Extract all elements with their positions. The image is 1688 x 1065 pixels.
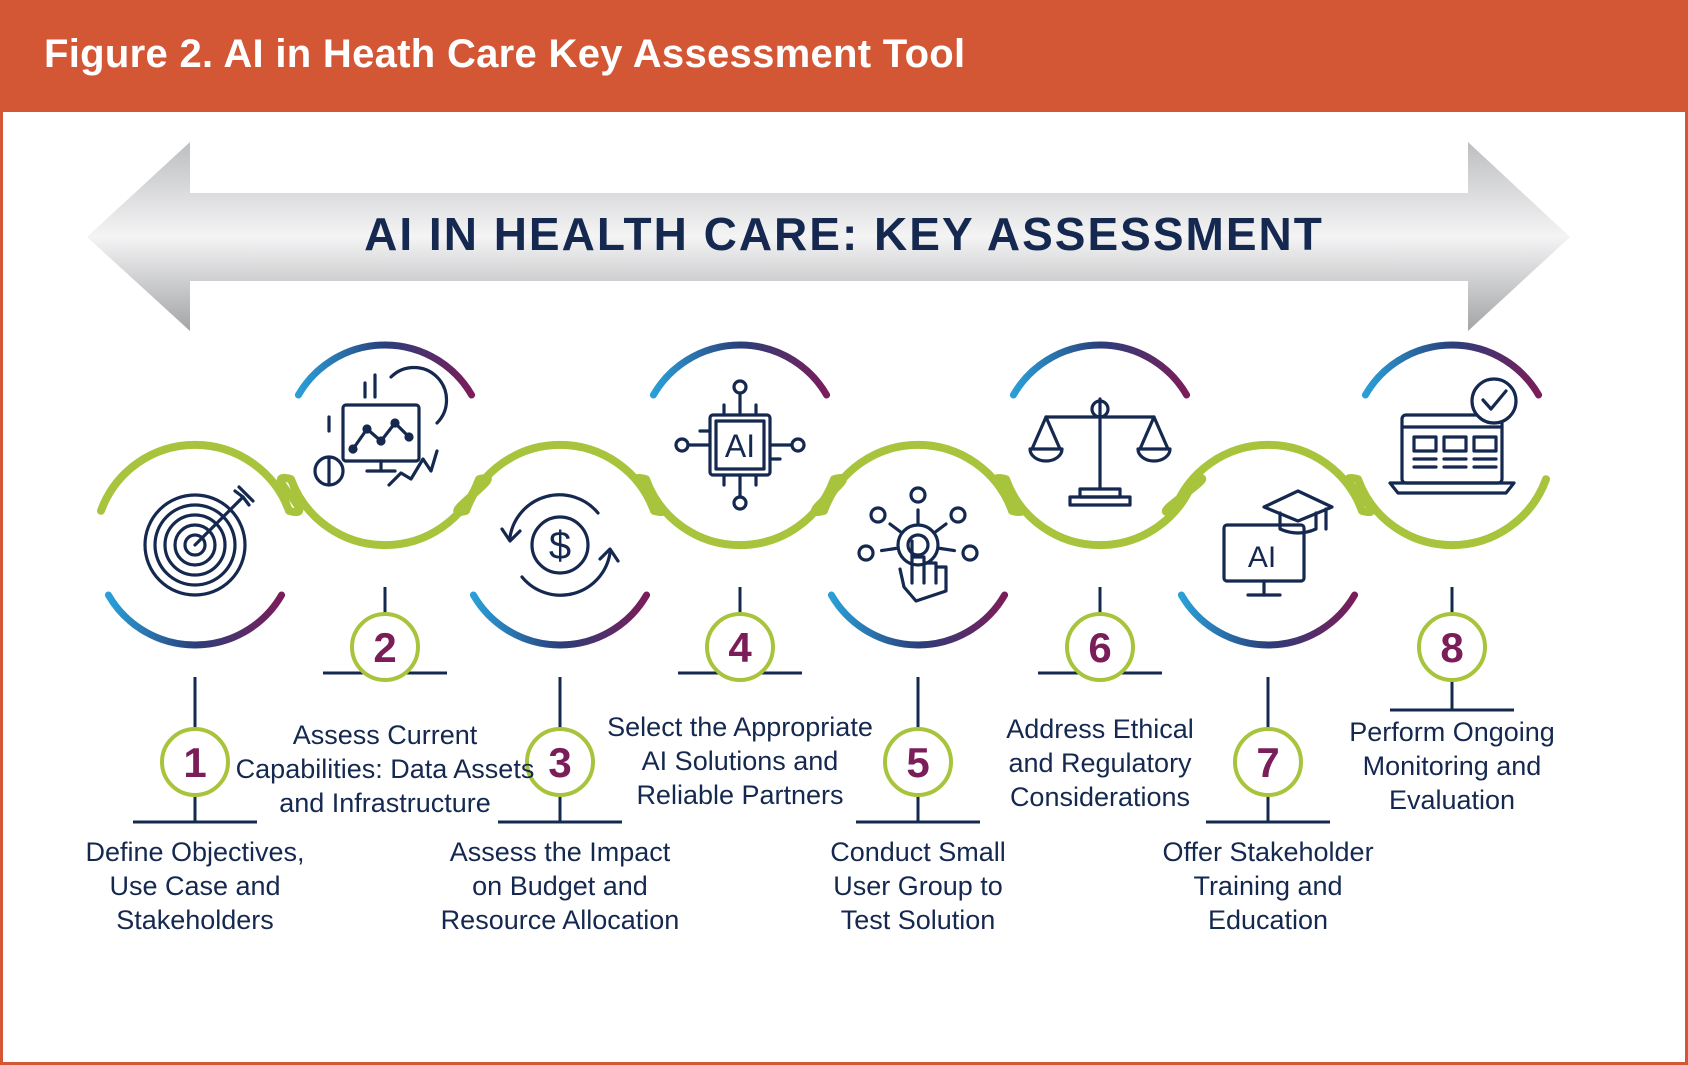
label-line: Assess Current [292,720,478,750]
screen-label: AI [1247,541,1277,574]
step-number: 3 [548,739,572,786]
step-number: 1 [183,739,207,786]
step-4 [653,345,826,680]
laptop-checkmark-icon [1390,379,1516,493]
label-line: Select the Appropriate [607,712,873,742]
ai-chip-icon [676,381,804,509]
step-arc [831,595,1004,645]
step-number: 4 [728,624,752,671]
step-arc [653,345,826,395]
step-number: 7 [1256,739,1280,786]
step-number: 6 [1088,624,1112,671]
target-arrow-icon [145,487,253,595]
step-number: 5 [906,739,930,786]
label-line: Evaluation [1388,785,1516,815]
label-line: Use Case and [109,871,281,901]
label-line: Monitoring and [1362,751,1542,781]
label-line: Address Ethical [1006,714,1194,744]
step-2 [298,345,471,680]
label-line: AI Solutions and [641,746,839,776]
label-line: User Group to [833,871,1003,901]
dollar-cycle-icon [502,495,618,595]
label-line: Perform Ongoing [1349,717,1555,747]
label-line: Stakeholders [116,905,274,935]
label-line: and Regulatory [1008,748,1192,778]
label-line: Offer Stakeholder [1162,837,1374,867]
step-7-label [1162,835,1373,937]
hand-touch-network-icon [859,488,977,601]
step-arc [473,595,646,645]
step-number: 2 [373,624,397,671]
label-line: on Budget and [472,871,648,901]
step-1-label [85,835,304,937]
label-line: Conduct Small [830,837,1006,867]
step-number: 8 [1440,624,1464,671]
label-line: Define Objectives, [85,837,305,867]
label-line: Test Solution [840,905,996,935]
wave-path [101,445,1546,545]
banner-title: AI IN HEALTH CARE: KEY ASSESSMENT [364,208,1324,260]
figure-header [0,0,1688,112]
label-line: Considerations [1009,782,1191,812]
step-5-label [830,835,1006,937]
step-3-label [441,835,680,937]
chip-label: AI [724,428,756,464]
label-line: and Infrastructure [279,788,491,818]
step-arc [1181,595,1354,645]
step-arc [1013,345,1186,395]
ai-monitor-graduation-icon [1224,491,1332,595]
step-4-label [607,710,873,812]
step-8-label [1349,715,1555,817]
analytics-dashboard-icon [315,367,447,485]
label-line: Reliable Partners [636,780,844,810]
label-line: Capabilities: Data Assets [235,754,535,784]
step-7 [1181,491,1354,822]
label-line: Resource Allocation [440,905,680,935]
step-arc [108,595,281,645]
balance-scale-icon [1030,399,1170,505]
step-2-label [236,718,535,820]
double-arrow-banner [87,142,1570,331]
label-line: Training and [1193,871,1343,901]
step-6-label [1006,712,1194,814]
label-line: Assess the Impact [449,837,671,867]
step-6 [1013,345,1186,680]
label-line: Education [1207,905,1329,935]
figure-title: Figure 2. AI in Heath Care Key Assessment Tool [44,32,966,76]
svg-text:$: $ [548,524,572,568]
